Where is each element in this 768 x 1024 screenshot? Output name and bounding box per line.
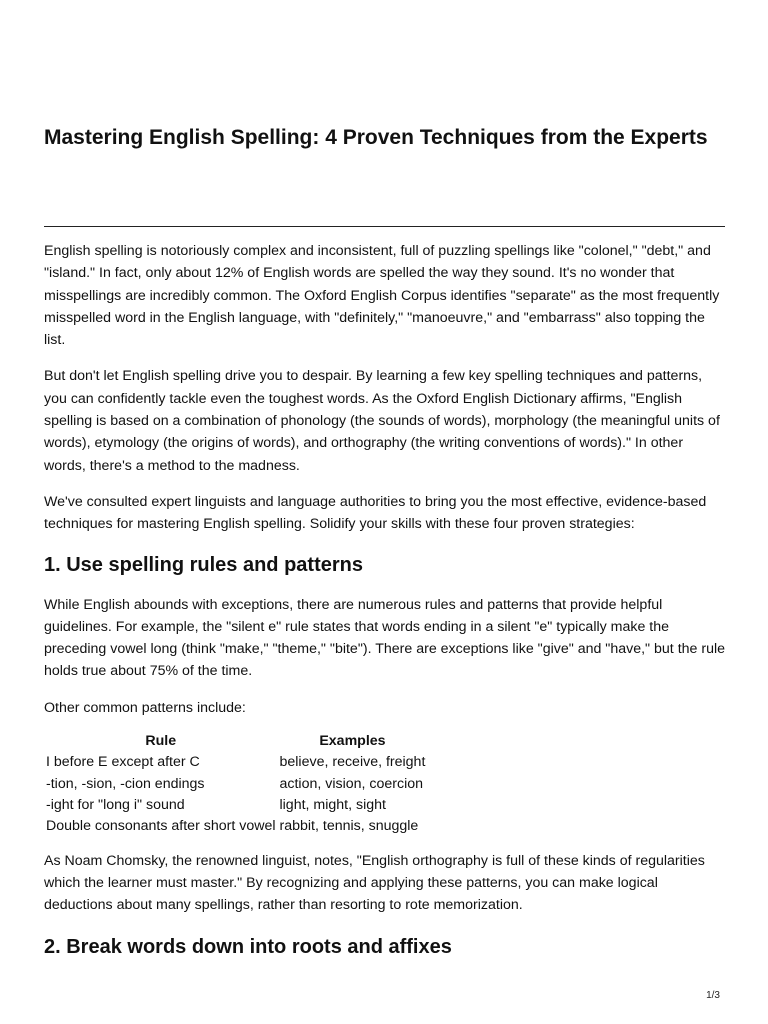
table-cell-rule: Double consonants after short vowel	[46, 818, 276, 835]
table-cell-rule: -ight for "long i" sound	[46, 796, 185, 813]
table-cell-rule: I before E except after C	[46, 754, 200, 771]
intro-paragraph-3: We've consulted expert linguists and language authorities to bring you the most effective, evidence-based techniques for mastering English spelling. Solidify your skills with these four proven strategies:	[44, 493, 707, 533]
table-row	[44, 752, 427, 773]
section-1-heading: 1. Use spelling rules and patterns	[44, 553, 363, 576]
table-cell-examples: light, might, sight	[279, 796, 386, 813]
document-title: Mastering English Spelling: 4 Proven Techniques from the Experts	[44, 126, 708, 149]
table-cell-rule: -tion, -sion, -cion endings	[46, 775, 205, 792]
section-1-paragraph-1: While English abounds with exceptions, there are numerous rules and patterns that provide helpful guidelines. For example, the "silent e" rule states that words ending in a silent "e" typically make the preceding vowel long (think "make," "theme," "bite"). There are exceptions like "give" and "have," but the rule holds true about 75% of the time.	[44, 596, 726, 680]
table-header-row	[44, 731, 427, 752]
section-2-heading: 2. Break words down into roots and affixes	[44, 936, 452, 959]
table-header-examples: Examples	[319, 733, 386, 750]
page-number: 1/3	[706, 990, 720, 1001]
table-header-rule: Rule	[145, 733, 177, 750]
document-body	[44, 240, 725, 960]
spelling-patterns-table	[44, 731, 427, 837]
table-cell-examples: believe, receive, freight	[279, 754, 426, 771]
table-row	[44, 795, 427, 816]
title-divider	[44, 226, 725, 227]
table-cell-examples: action, vision, coercion	[279, 775, 424, 792]
section-1-paragraph-3: As Noam Chomsky, the renowned linguist, notes, "English orthography is full of these kinds of regularities which the learner must master." By recognizing and applying these patterns, you can make logical deductions about many spellings, rather than resorting to rote memorization.	[44, 852, 705, 914]
section-1-paragraph-2: Other common patterns include:	[44, 699, 246, 716]
intro-paragraph-1: English spelling is notoriously complex and inconsistent, full of puzzling spellings like "colonel," "debt," and "island." In fact, only about 12% of English words are spelled the way they sound. It's no wonder that misspellings are incredibly common. The Oxford English Corpus identifies "separate" as the most frequently misspelled word in the English language, with "definitely," "manoeuvre," and "embarrass" also topping the list.	[44, 243, 720, 349]
table-cell-examples: rabbit, tennis, snuggle	[279, 818, 419, 835]
table-row	[44, 774, 427, 795]
intro-paragraph-2: But don't let English spelling drive you to despair. By learning a few key spelling techniques and patterns, you can confidently tackle even the toughest words. As the Oxford English Dictionary affirms, "English spelling is based on a combination of phonology (the sounds of words), morphology (the meaningful units of words), etymology (the origins of words), and orthography (the writing conventions of words)." In other words, there's a method to the madness.	[44, 368, 720, 474]
table-row	[44, 816, 427, 837]
